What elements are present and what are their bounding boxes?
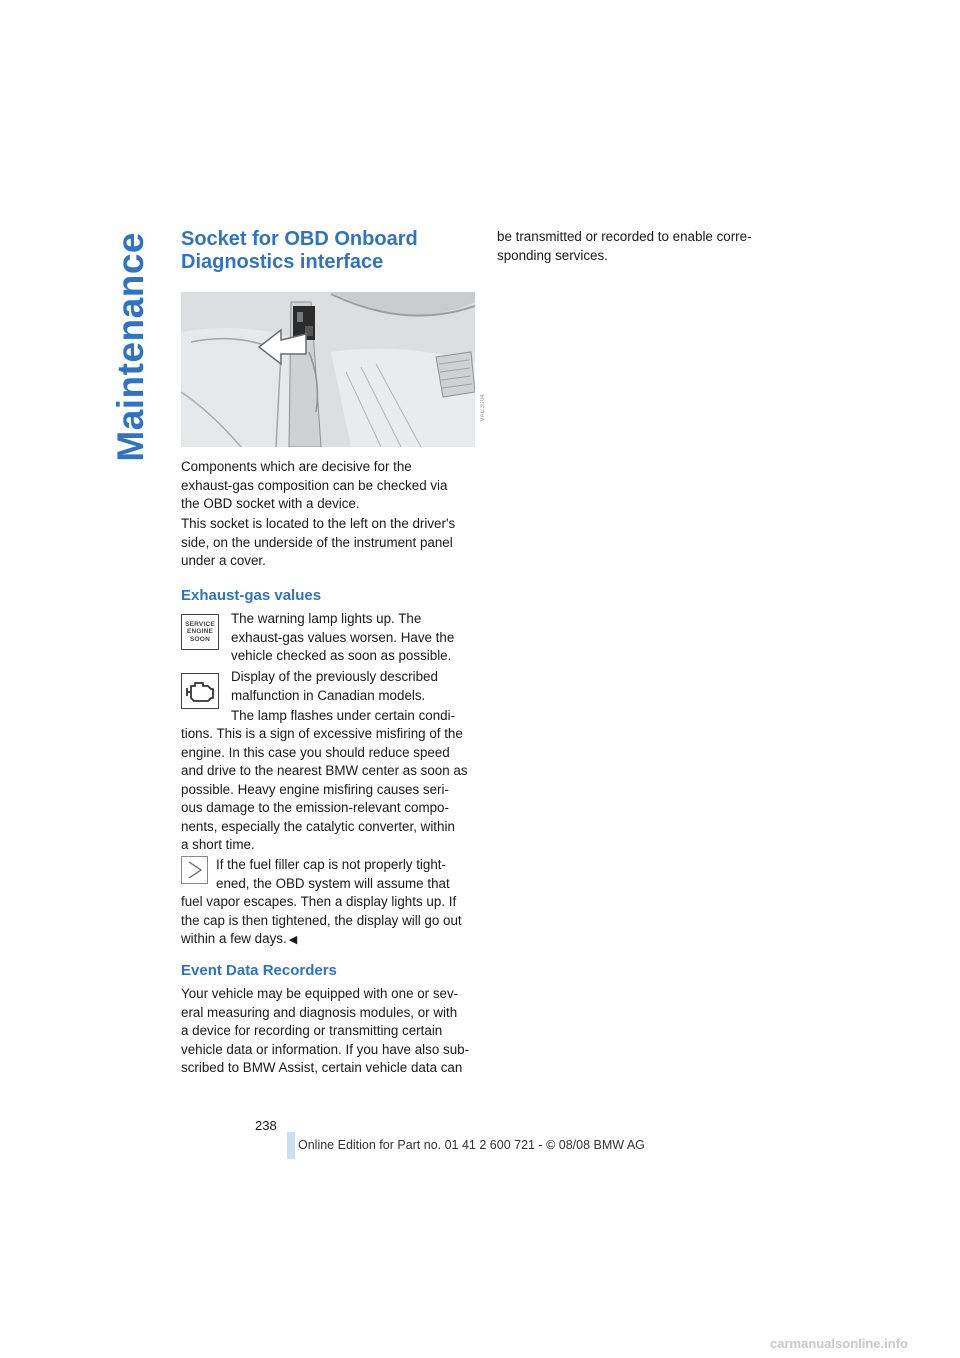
text-line: fuel vapor escapes. Then a display lights up. If: [181, 894, 457, 909]
text-line: vehicle checked as soon as possible.: [231, 648, 452, 663]
text-line: possible. Heavy engine misfiring causes seri-: [181, 781, 449, 797]
note-triangle-icon: [181, 856, 208, 884]
text-line: a short time.: [181, 837, 255, 852]
exhaust-paragraph-2: [231, 668, 481, 705]
text-line: ous damage to the emission-relevant compo-: [181, 800, 449, 815]
text-line: sponding services.: [497, 247, 608, 263]
text-line: exhaust-gas composition can be checked via: [181, 477, 448, 493]
text-line: The lamp flashes under certain condi-: [231, 708, 456, 723]
service-engine-soon-icon: [181, 614, 219, 650]
end-mark: ◀: [288, 934, 298, 946]
footer-bar: [287, 1132, 295, 1159]
text-line: exhaust-gas values worsen. Have the: [231, 629, 455, 645]
text-line: under a cover.: [181, 553, 266, 568]
exhaust-paragraph-3-first: [231, 707, 481, 726]
text-line: ened, the OBD system will assume that: [216, 875, 450, 891]
intro-paragraph-2: [181, 515, 481, 571]
text-line: The warning lamp lights up. The: [231, 611, 422, 626]
figure-code: VAC3004: [480, 394, 486, 422]
text-line: malfunction in Canadian models.: [231, 687, 426, 703]
text-line: vehicle data or information. If you have also sub-: [181, 1041, 470, 1057]
icon-text: SOON: [190, 635, 210, 643]
note-last-text: within a few days.: [181, 931, 287, 946]
section-title-line2: Diagnostics interface: [181, 251, 384, 273]
text-line: tions. This is a sign of excessive misfiring of the: [181, 726, 463, 741]
text-line: scribed to BMW Assist, certain vehicle data can: [181, 1060, 463, 1075]
check-engine-icon: [181, 673, 219, 709]
watermark: carmanualsonline.info: [770, 1336, 908, 1351]
text-line: nents, especially the catalytic converter, within: [181, 818, 455, 834]
text-line: If the fuel filler cap is not properly tight-: [216, 857, 446, 872]
text-line: engine. In this case you should reduce speed: [181, 744, 450, 760]
exhaust-gas-heading: Exhaust-gas values: [181, 587, 322, 604]
icon-text: SERVICE: [185, 621, 215, 629]
text-line: [181, 930, 481, 950]
right-column-paragraph: [497, 228, 797, 265]
section-title: [181, 228, 477, 274]
page-number: 238: [255, 1118, 277, 1133]
text-line: This socket is located to the left on the driver's: [181, 516, 456, 531]
footer-edition-text: Online Edition for Part no. 01 41 2 600 721 - © 08/08 BMW AG: [298, 1138, 645, 1152]
event-paragraph: [181, 985, 481, 1078]
text-line: side, on the underside of the instrument panel: [181, 534, 453, 550]
text-line: Components which are decisive for the: [181, 459, 412, 474]
text-line: the cap is then tightened, the display will go out: [181, 912, 462, 928]
text-line: Display of the previously described: [231, 669, 438, 684]
text-line: a device for recording or transmitting certain: [181, 1023, 443, 1038]
chapter-tab: Maintenance: [110, 232, 151, 462]
text-line: be transmitted or recorded to enable corre-: [497, 229, 752, 244]
text-line: eral measuring and diagnosis modules, or with: [181, 1004, 458, 1020]
note-body: [181, 893, 481, 950]
icon-text: ENGINE: [186, 628, 214, 636]
obd-socket-illustration: [181, 292, 475, 447]
event-data-recorders-heading: Event Data Recorders: [181, 962, 337, 979]
intro-paragraph-1: [181, 458, 481, 514]
note-indent: [216, 856, 481, 893]
text-line: the OBD socket with a device.: [181, 496, 360, 511]
text-line: and drive to the nearest BMW center as soon as: [181, 763, 468, 778]
section-title-line1: Socket for OBD Onboard: [181, 228, 418, 250]
exhaust-paragraph-1: [231, 610, 481, 666]
text-line: Your vehicle may be equipped with one or sev-: [181, 986, 459, 1001]
exhaust-paragraph-3: [181, 725, 481, 855]
